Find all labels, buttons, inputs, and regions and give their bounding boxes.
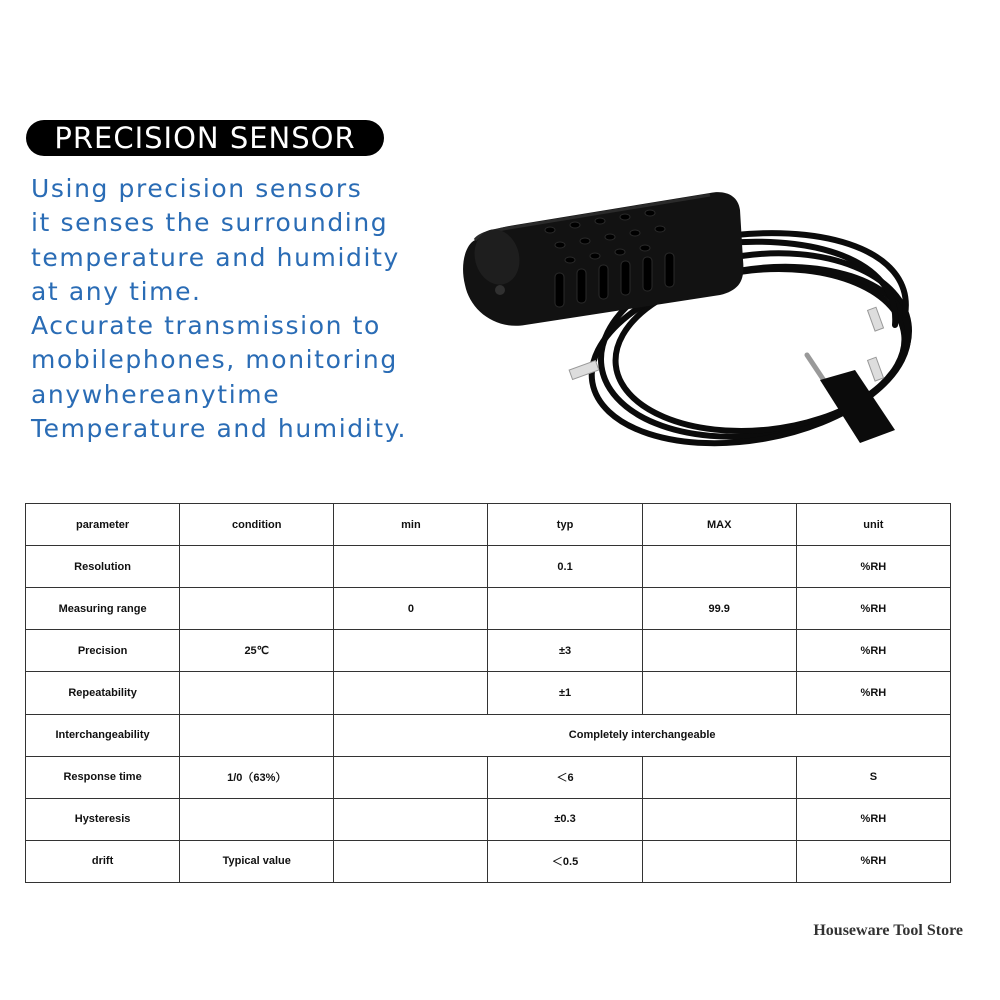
table-row [26,714,951,756]
description-line: Temperature and humidity. [31,414,408,444]
table-cell: %RH [796,840,950,882]
table-cell: ±1 [488,672,642,714]
table-row [26,840,951,882]
table-cell: %RH [796,588,950,630]
table-cell: %RH [796,630,950,672]
table-cell: ±0.3 [488,798,642,840]
sensor-product-image [455,185,925,460]
table-cell: Precision [26,630,180,672]
table-cell [642,798,796,840]
table-row [26,798,951,840]
table-cell: Completely interchangeable [334,714,951,756]
table-cell: ±3 [488,630,642,672]
description-line: temperature and humidity [31,242,400,272]
table-cell [642,672,796,714]
table-cell: 25℃ [180,630,334,672]
table-cell: Hysteresis [26,798,180,840]
section-title-badge [26,120,384,156]
table-cell [180,546,334,588]
table-cell [334,672,488,714]
description-line: mobilephones, monitoring [31,345,398,375]
header-cell: unit [796,504,950,546]
table-cell [642,840,796,882]
header-cell: condition [180,504,334,546]
table-cell [334,756,488,798]
table-cell: %RH [796,546,950,588]
table-cell: 0 [334,588,488,630]
table-cell: %RH [796,798,950,840]
spec-table [25,503,951,883]
header-cell: MAX [642,504,796,546]
table-cell: ＜0.5 [488,840,642,882]
table-cell [488,588,642,630]
table-row [26,546,951,588]
table-cell [180,714,334,756]
description-line: anywhereanytime [31,379,281,409]
description-line: it senses the surrounding [31,208,389,238]
table-header-row [26,504,951,546]
table-cell [642,630,796,672]
store-name: Houseware Tool Store [813,922,963,939]
description-line: Using precision sensors [31,174,363,203]
table-cell [642,756,796,798]
table-row [26,630,951,672]
table-cell: 1/0（63%） [180,756,334,798]
table-cell: Measuring range [26,588,180,630]
table-cell [180,798,334,840]
table-cell: Resolution [26,546,180,588]
table-cell: Interchangeability [26,714,180,756]
table-cell: %RH [796,672,950,714]
table-row [26,672,951,714]
header-cell: parameter [26,504,180,546]
table-cell: 99.9 [642,588,796,630]
table-cell [642,546,796,588]
section-title: PRECISION SENSOR [54,121,356,155]
header-cell: typ [488,504,642,546]
table-cell: 0.1 [488,546,642,588]
table-row [26,588,951,630]
table-cell: ＜6 [488,756,642,798]
table-cell [180,588,334,630]
table-cell: Response time [26,756,180,798]
table-cell: Repeatability [26,672,180,714]
table-cell [334,546,488,588]
table-cell: S [796,756,950,798]
table-cell [334,798,488,840]
table-cell [180,672,334,714]
table-cell [334,630,488,672]
header-cell: min [334,504,488,546]
table-cell: Typical value [180,840,334,882]
description-line: Accurate transmission to [31,311,381,341]
description-line: at any time. [31,276,202,306]
description-text [31,172,471,446]
table-cell [334,840,488,882]
table-row [26,756,951,798]
table-cell: drift [26,840,180,882]
